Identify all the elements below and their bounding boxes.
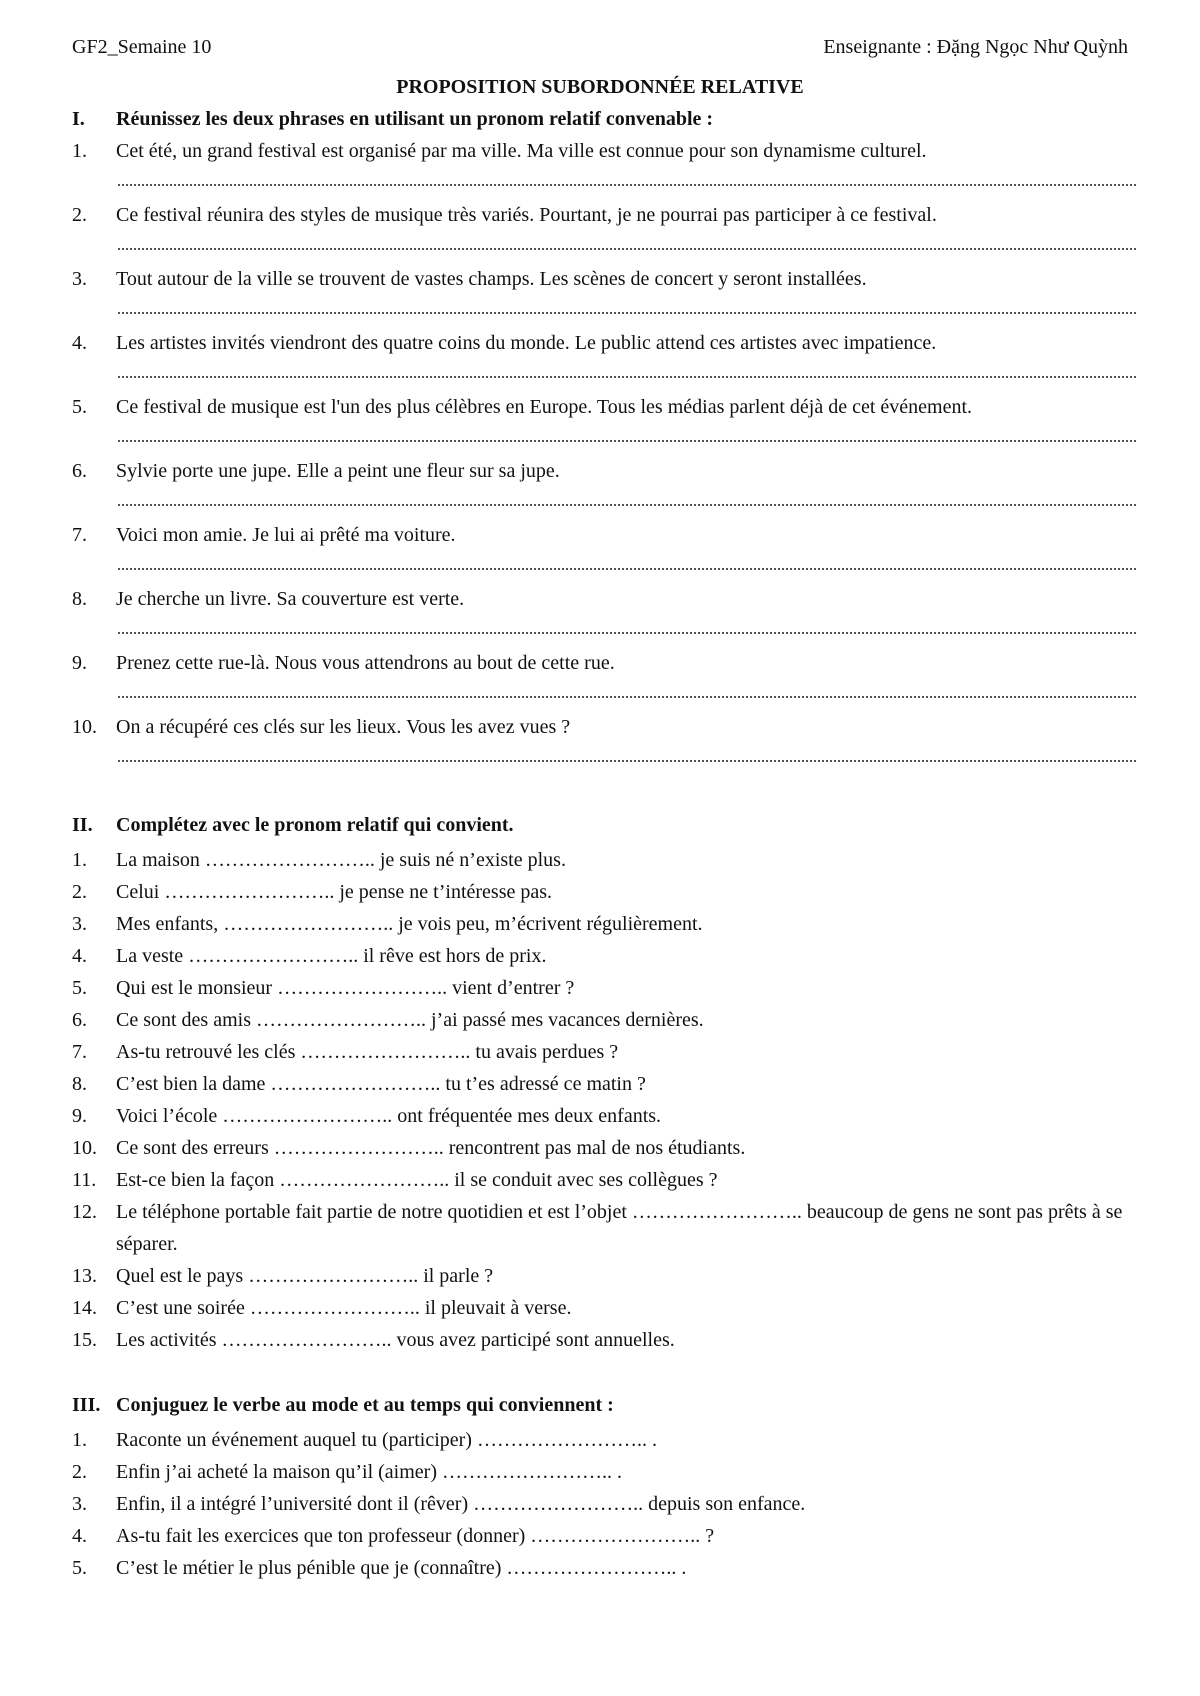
page-header [72, 36, 1128, 64]
exercise-item [72, 1100, 1136, 1132]
exercise-item [72, 876, 1136, 908]
exercise-item [72, 972, 1136, 1004]
item-number: 10. [72, 716, 97, 738]
item-text: Voici mon amie. Je lui ai prêté ma voiture. [116, 524, 456, 546]
exercise-item [72, 1164, 1136, 1196]
item-number: 1. [72, 1429, 87, 1451]
item-text: As-tu retrouvé les clés …………………….. tu avais perdues ? [116, 1041, 619, 1063]
item-text: Mes enfants, …………………….. je vois peu, m’écrivent régulièrement. [116, 913, 703, 935]
answer-line[interactable] [118, 632, 1136, 634]
exercise-item [72, 1068, 1136, 1100]
section-2-list [72, 844, 1136, 1356]
section-1-number: I. [72, 108, 85, 130]
item-number: 11. [72, 1169, 97, 1191]
item-text: Est-ce bien la façon …………………….. il se conduit avec ses collègues ? [116, 1169, 718, 1191]
section-3-list [72, 1424, 1136, 1584]
item-number: 2. [72, 1461, 87, 1483]
item-number: 2. [72, 204, 87, 226]
item-number: 12. [72, 1201, 97, 1223]
exercise-item [72, 1036, 1136, 1068]
item-number: 4. [72, 332, 87, 354]
answer-line[interactable] [118, 248, 1136, 250]
section-1-title: Réunissez les deux phrases en utilisant un pronom relatif convenable : [116, 108, 714, 130]
item-number: 7. [72, 524, 87, 546]
item-text: Enfin, il a intégré l’université dont il (rêver) …………………….. depuis son enfance. [116, 1493, 806, 1515]
answer-line[interactable] [118, 184, 1136, 186]
item-text: Sylvie porte une jupe. Elle a peint une fleur sur sa jupe. [116, 460, 560, 482]
answer-line[interactable] [118, 504, 1136, 506]
section-1-heading [72, 108, 713, 131]
answer-line[interactable] [118, 376, 1136, 378]
page-title: PROPOSITION SUBORDONNÉE RELATIVE [396, 76, 804, 98]
item-number: 14. [72, 1297, 97, 1319]
exercise-item [72, 908, 1136, 940]
item-number: 8. [72, 588, 87, 610]
item-text: C’est une soirée …………………….. il pleuvait à verse. [116, 1297, 572, 1319]
item-number: 6. [72, 1009, 87, 1031]
answer-line[interactable] [118, 440, 1136, 442]
exercise-item [72, 588, 1136, 652]
item-text: Les artistes invités viendront des quatre coins du monde. Le public attend ces artistes avec impatience. [116, 332, 937, 354]
item-number: 15. [72, 1329, 97, 1351]
item-text: Tout autour de la ville se trouvent de vastes champs. Les scènes de concert y seront installées. [116, 268, 867, 290]
exercise-item [72, 396, 1136, 460]
item-text: Ce sont des erreurs …………………….. rencontrent pas mal de nos étudiants. [116, 1137, 746, 1159]
item-number: 5. [72, 396, 87, 418]
answer-line[interactable] [118, 312, 1136, 314]
exercise-item [72, 1552, 1136, 1584]
item-text: Celui …………………….. je pense ne t’intéresse pas. [116, 881, 553, 903]
section-1-list [72, 140, 1136, 780]
item-number: 6. [72, 460, 87, 482]
item-number: 2. [72, 881, 87, 903]
item-number: 8. [72, 1073, 87, 1095]
section-2-title: Complétez avec le pronom relatif qui convient. [116, 814, 514, 836]
item-number: 9. [72, 1105, 87, 1127]
exercise-item [72, 716, 1136, 780]
item-number: 3. [72, 1493, 87, 1515]
section-2-heading [72, 814, 514, 837]
item-text: Qui est le monsieur …………………….. vient d’entrer ? [116, 977, 575, 999]
section-3-title: Conjuguez le verbe au mode et au temps qui conviennent : [116, 1394, 614, 1416]
teacher-label: Enseignante : Đặng Ngọc Như Quỳnh [823, 36, 1128, 58]
item-text: C’est bien la dame …………………….. tu t’es adressé ce matin ? [116, 1073, 646, 1095]
item-text: Je cherche un livre. Sa couverture est verte. [116, 588, 465, 610]
exercise-item [72, 524, 1136, 588]
exercise-item [72, 332, 1136, 396]
section-2-number: II. [72, 814, 93, 836]
item-text: Cet été, un grand festival est organisé par ma ville. Ma ville est connue pour son dynamisme culturel. [116, 140, 927, 162]
item-text: Prenez cette rue-là. Nous vous attendrons au bout de cette rue. [116, 652, 615, 674]
section-3-heading [72, 1394, 614, 1417]
item-text: Le téléphone portable fait partie de notre quotidien et est l’objet …………………….. beaucoup de gens ne sont pas prêts à se séparer. [116, 1201, 1123, 1255]
exercise-item [72, 844, 1136, 876]
exercise-item [72, 1196, 1136, 1260]
exercise-item [72, 1004, 1136, 1036]
exercise-item [72, 140, 1136, 204]
item-text: Ce sont des amis …………………….. j’ai passé mes vacances dernières. [116, 1009, 704, 1031]
exercise-item [72, 652, 1136, 716]
item-text: As-tu fait les exercices que ton professeur (donner) …………………….. ? [116, 1525, 715, 1547]
answer-line[interactable] [118, 696, 1136, 698]
item-text: Raconte un événement auquel tu (participer) …………………….. . [116, 1429, 657, 1451]
item-number: 3. [72, 913, 87, 935]
item-text: Les activités …………………….. vous avez participé sont annuelles. [116, 1329, 675, 1351]
exercise-item [72, 1520, 1136, 1552]
item-text: On a récupéré ces clés sur les lieux. Vous les avez vues ? [116, 716, 571, 738]
answer-line[interactable] [118, 568, 1136, 570]
item-number: 4. [72, 945, 87, 967]
answer-line[interactable] [118, 760, 1136, 762]
item-text: C’est le métier le plus pénible que je (connaître) …………………….. . [116, 1557, 687, 1579]
item-number: 13. [72, 1265, 97, 1287]
exercise-item [72, 1324, 1136, 1356]
item-text: Ce festival de musique est l'un des plus célèbres en Europe. Tous les médias parlent déjà de cet événement. [116, 396, 973, 418]
item-text: Ce festival réunira des styles de musique très variés. Pourtant, je ne pourrai pas participer à ce festival. [116, 204, 937, 226]
item-number: 5. [72, 977, 87, 999]
item-number: 1. [72, 140, 87, 162]
exercise-item [72, 268, 1136, 332]
exercise-item [72, 1292, 1136, 1324]
item-number: 5. [72, 1557, 87, 1579]
exercise-item [72, 460, 1136, 524]
exercise-item [72, 940, 1136, 972]
exercise-item [72, 1456, 1136, 1488]
exercise-item [72, 1488, 1136, 1520]
item-text: La maison …………………….. je suis né n’existe plus. [116, 849, 566, 871]
item-number: 4. [72, 1525, 87, 1547]
item-text: Voici l’école …………………….. ont fréquentée mes deux enfants. [116, 1105, 662, 1127]
item-text: Quel est le pays …………………….. il parle ? [116, 1265, 494, 1287]
section-3-number: III. [72, 1394, 101, 1416]
item-number: 7. [72, 1041, 87, 1063]
item-text: Enfin j’ai acheté la maison qu’il (aimer) …………………….. . [116, 1461, 622, 1483]
item-number: 9. [72, 652, 87, 674]
exercise-item [72, 1424, 1136, 1456]
exercise-item [72, 1132, 1136, 1164]
course-label: GF2_Semaine 10 [72, 36, 212, 58]
item-text: La veste …………………….. il rêve est hors de prix. [116, 945, 547, 967]
exercise-item [72, 204, 1136, 268]
item-number: 10. [72, 1137, 97, 1159]
item-number: 3. [72, 268, 87, 290]
item-number: 1. [72, 849, 87, 871]
exercise-item [72, 1260, 1136, 1292]
